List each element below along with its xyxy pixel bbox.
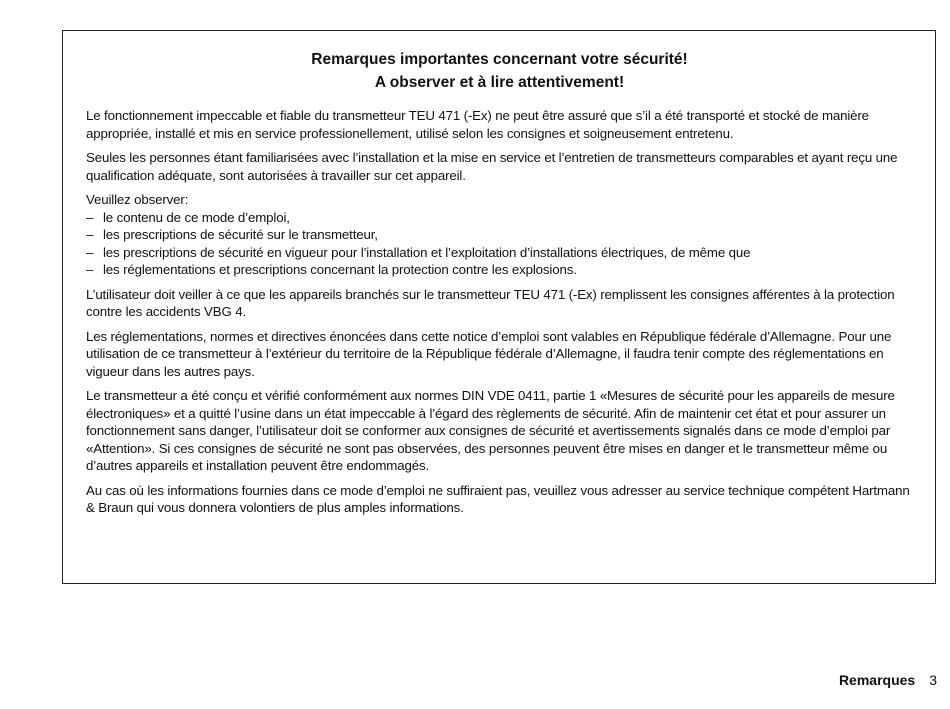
- list-item: – les prescriptions de sécurité en vigueur pour l’installation et l’exploitation d’installations électriques, de même que: [86, 244, 751, 260]
- paragraph-support: Au cas où les informations fournies dans ce mode d’emploi ne suffiraient pas, veuillez vous adresser au service technique compétent Hartmann & Braun qui vous donnera volontiers de plus amples informations.: [86, 482, 910, 515]
- page-footer: [839, 671, 937, 689]
- observe-list: [86, 209, 913, 279]
- paragraph-connected-devices: L’utilisateur doit veiller à ce que les appareils branchés sur le transmetteur TEU 471 (-Ex) remplissent les consignes afférentes à la protection contre les accidents VBG 4.: [86, 286, 895, 319]
- page-number: 3: [929, 672, 937, 688]
- list-item: – le contenu de ce mode d’emploi,: [86, 209, 290, 225]
- paragraph-operation: Le fonctionnement impeccable et fiable du transmetteur TEU 471 (-Ex) ne peut être assuré que s’il a été transporté et stocké de manière appropriée, installé et mis en service professionellement, utilisé selon les consignes et soigneusement entretenu.: [86, 108, 869, 141]
- list-intro: Veuillez observer:: [86, 192, 189, 207]
- notice-title-line-1: Remarques importantes concernant votre sécurité!: [311, 51, 688, 68]
- observe-list-block: [86, 191, 913, 279]
- notice-content: [86, 107, 913, 517]
- list-item: – les réglementations et prescriptions concernant la protection contre les explosions.: [86, 262, 577, 277]
- footer-section-label: Remarques: [838, 672, 916, 688]
- paragraph-qualified-personnel: Seules les personnes étant familiarisées avec l’installation et la mise en service et l’entretien de transmetteurs comparables et ayant reçu une qualification adéquate, sont autorisées à travailler sur cet appareil.: [86, 150, 898, 183]
- notice-title-line-2: A observer et à lire attentivement!: [374, 74, 625, 91]
- paragraph-regulations: Les réglementations, normes et directives énoncées dans cette notice d’emploi sont valables en République fédérale d’Allemagne. Pour une utilisation de ce transmetteur à l’extérieur du territoire de la République fédérale d’Allemagne, il faudra tenir compte des réglementations en vigueur dans les autres pays.: [86, 328, 892, 379]
- list-item: – les prescriptions de sécurité sur le transmetteur,: [86, 227, 378, 242]
- safety-notice-box: [62, 30, 936, 584]
- paragraph-standards: Le transmetteur a été conçu et vérifié conformément aux normes DIN VDE 0411, partie 1 «Mesures de sécurité pour les appareils de mesure électroniques» et a quitté l’usine dans un état impeccable à l’égard des règlements de sécurité. Afin de maintenir cet état et pour assurer un fonctionnement sans danger, l’utilisateur doit se conformer aux consignes de sécurité et avertissements signalés dans ce mode d’emploi par «Attention». Si ces consignes de sécurité ne sont pas observées, des personnes peuvent être mises en danger et le transmetteur même ou d’autres appareils et installation peuvent être endommagés.: [86, 388, 895, 473]
